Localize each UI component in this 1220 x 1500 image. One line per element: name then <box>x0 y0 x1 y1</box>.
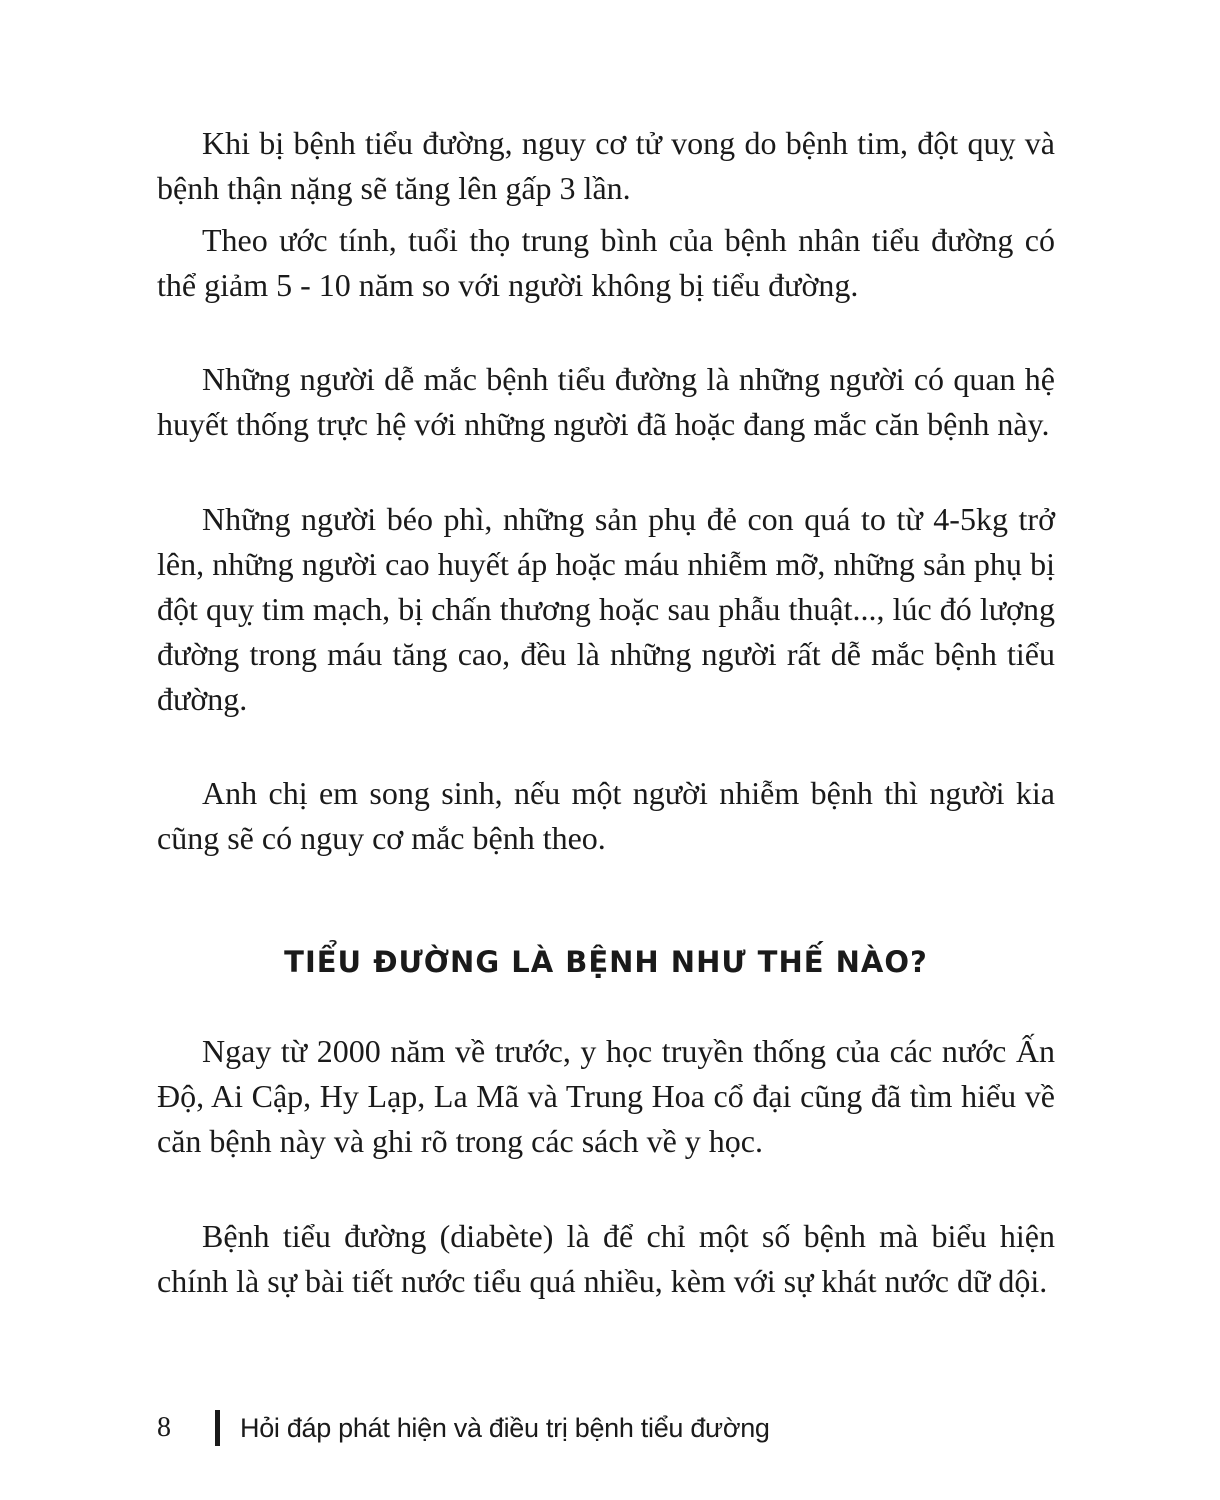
paragraph-risk-groups: Những người béo phì, những sản phụ đẻ con quá to từ 4-5kg trở lên, những người cao huyết áp hoặc máu nhiễm mỡ, những sản phụ bị đột quỵ tim mạch, bị chấn thương hoặc sau phẫu thuật..., lúc đó lượng đường trong máu tăng cao, đều là những người rất dễ mắc bệnh tiểu đường. <box>157 501 1055 717</box>
paragraph-mortality-risk: Khi bị bệnh tiểu đường, nguy cơ tử vong do bệnh tim, đột quỵ và bệnh thận nặng sẽ tăng lên gấp 3 lần. <box>157 125 1055 206</box>
paragraph-definition: Bệnh tiểu đường (diabète) là để chỉ một số bệnh mà biểu hiện chính là sự bài tiết nước tiểu quá nhiều, kèm với sự khát nước dữ dội. <box>157 1218 1055 1299</box>
section-heading: TIỂU ĐƯỜNG LÀ BỆNH NHƯ THẾ NÀO? <box>284 945 928 979</box>
paragraph-twins: Anh chị em song sinh, nếu một người nhiễm bệnh thì người kia cũng sẽ có nguy cơ mắc bệnh theo. <box>157 775 1055 856</box>
running-title: Hỏi đáp phát hiện và điều trị bệnh tiểu đường <box>240 1412 770 1443</box>
page-footer <box>157 1408 770 1448</box>
paragraph-life-expectancy: Theo ước tính, tuổi thọ trung bình của bệnh nhân tiểu đường có thể giảm 5 - 10 năm so với người không bị tiểu đường. <box>157 222 1055 303</box>
paragraph-history: Ngay từ 2000 năm về trước, y học truyền thống của các nước Ấn Độ, Ai Cập, Hy Lạp, La Mã và Trung Hoa cổ đại cũng đã tìm hiểu về căn bệnh này và ghi rõ trong các sách về y học. <box>157 1033 1055 1159</box>
page-number: 8 <box>157 1412 171 1443</box>
footer-divider <box>215 1410 220 1446</box>
paragraph-hereditary-risk: Những người dễ mắc bệnh tiểu đường là những người có quan hệ huyết thống trực hệ với những người đã hoặc đang mắc căn bệnh này. <box>157 361 1055 442</box>
